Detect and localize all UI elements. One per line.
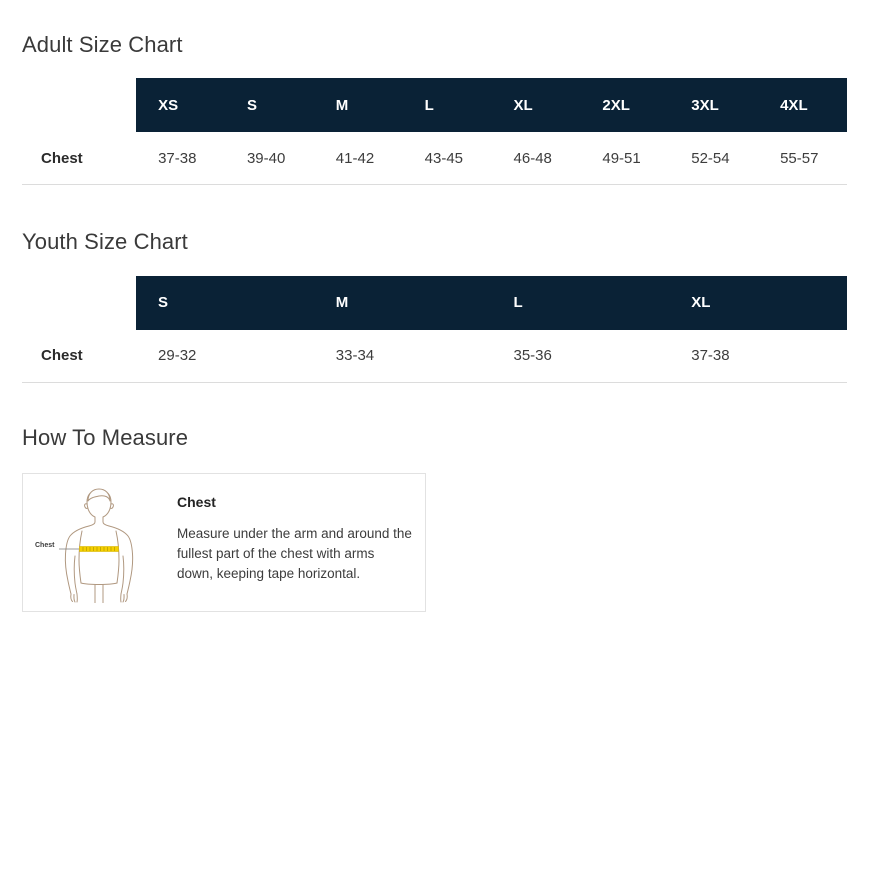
adult-col-header-3xl: 3XL <box>669 78 758 132</box>
youth-header-corner <box>22 276 136 330</box>
adult-col-header-m: M <box>314 78 403 132</box>
adult-col-header-4xl: 4XL <box>758 78 847 132</box>
adult-chest-s: 39-40 <box>225 132 314 185</box>
measure-card-chest <box>22 473 426 612</box>
youth-chest-s: 29-32 <box>136 330 314 383</box>
table-row <box>22 132 847 185</box>
adult-col-header-l: L <box>403 78 492 132</box>
youth-chest-l: 35-36 <box>492 330 670 383</box>
how-to-measure-title: How To Measure <box>22 424 189 450</box>
chest-measure-illustration-icon <box>33 484 165 603</box>
section-spacer <box>22 383 859 425</box>
adult-col-header-xl: XL <box>492 78 581 132</box>
youth-size-chart-title: Youth Size Chart <box>22 229 188 255</box>
adult-col-header-2xl: 2XL <box>580 78 669 132</box>
youth-table-header-row <box>22 276 847 330</box>
adult-row-label-chest: Chest <box>22 132 136 185</box>
youth-chest-m: 33-34 <box>314 330 492 383</box>
youth-col-header-xl: XL <box>669 276 847 330</box>
tape-measure <box>80 547 119 552</box>
adult-table-header-row <box>22 78 847 132</box>
youth-row-label-chest: Chest <box>22 330 136 383</box>
youth-col-header-s: S <box>136 276 314 330</box>
measure-card-text <box>165 484 413 584</box>
adult-chest-xs: 37-38 <box>136 132 225 185</box>
youth-col-header-m: M <box>314 276 492 330</box>
adult-chest-4xl: 55-57 <box>758 132 847 185</box>
measure-card-description: Measure under the arm and around the fullest part of the chest with arms down, keeping tape horizontal. <box>177 526 412 582</box>
adult-chest-xl: 46-48 <box>492 132 581 185</box>
youth-col-header-l: L <box>492 276 670 330</box>
illustration-chest-label: Chest <box>35 542 55 550</box>
adult-header-corner <box>22 78 136 132</box>
adult-size-chart-title: Adult Size Chart <box>22 32 183 57</box>
adult-chest-m: 41-42 <box>314 132 403 185</box>
youth-size-table <box>22 276 847 383</box>
section-spacer <box>22 185 859 229</box>
table-row <box>22 330 847 383</box>
adult-col-header-s: S <box>225 78 314 132</box>
measure-card-heading: Chest <box>177 494 216 511</box>
adult-col-header-xs: XS <box>136 78 225 132</box>
adult-size-table <box>22 78 847 185</box>
adult-chest-2xl: 49-51 <box>580 132 669 185</box>
adult-chest-3xl: 52-54 <box>669 132 758 185</box>
youth-chest-xl: 37-38 <box>669 330 847 383</box>
adult-chest-l: 43-45 <box>403 132 492 185</box>
